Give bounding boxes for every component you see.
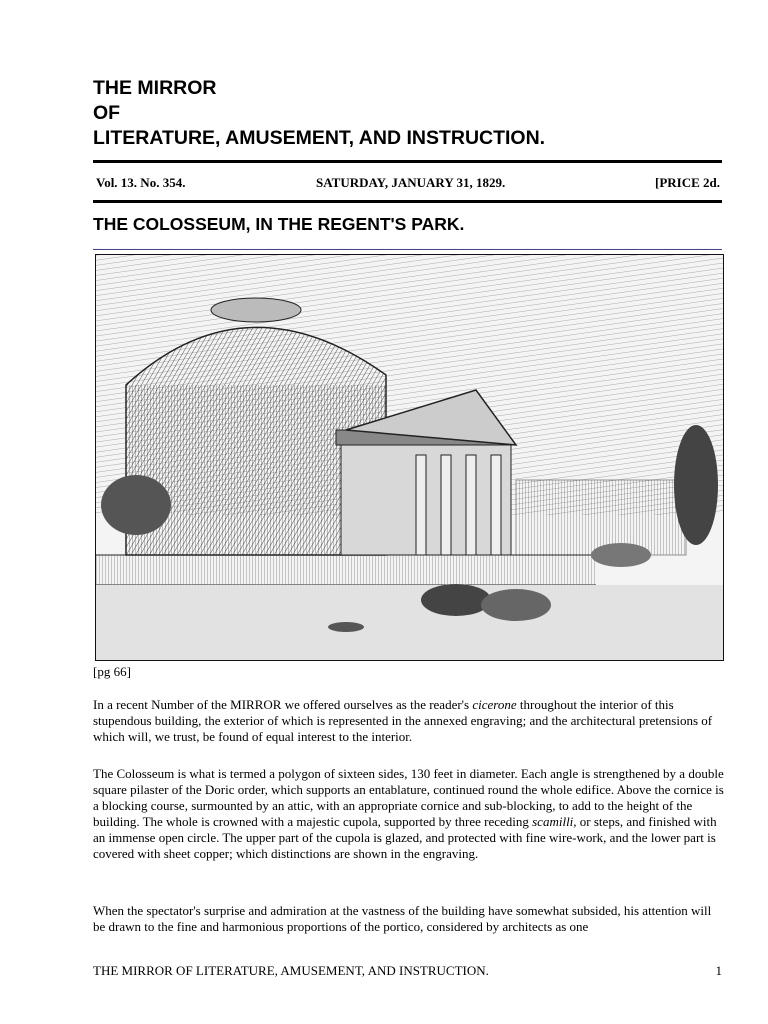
- title-line-2: OF: [93, 102, 121, 124]
- issue-volume: Vol. 13. No. 354.: [96, 175, 186, 190]
- article-paragraph-1: [93, 697, 725, 745]
- publication-title: [93, 76, 722, 151]
- issue-info-bar: [93, 175, 722, 193]
- p2-italic: scamilli: [532, 814, 574, 830]
- title-line-1: THE MIRROR: [93, 77, 217, 99]
- p2-text-a: The Colosseum is what is termed a polygon of sixteen sides, 130 feet in diameter. Each angle is strengthened by a double square pilaster of the Doric order, which supports an entablature, continued round the whole edifice. Above the cornice is a blocking course, surmounted by an attic, with an appropriate cornice and sub-blocking, to add to the height of the building. The whole is crowned with a majestic cupola, supported by three receding: [93, 766, 724, 830]
- issue-divider: [93, 200, 722, 203]
- p1-italic: cicerone: [472, 697, 517, 712]
- footer-page-number: 1: [715, 963, 722, 978]
- page-reference: [pg 66]: [93, 664, 131, 679]
- issue-price: [PRICE 2d.: [654, 175, 720, 190]
- issue-date: SATURDAY, JANUARY 31, 1829.: [316, 175, 506, 190]
- title-line-3: LITERATURE, AMUSEMENT, AND INSTRUCTION.: [93, 127, 546, 149]
- top-divider: [93, 160, 722, 163]
- p1-text-a: In a recent Number of the MIRROR we offered ourselves as the reader's: [93, 697, 473, 712]
- footer-title: THE MIRROR OF LITERATURE, AMUSEMENT, AND INSTRUCTION.: [93, 963, 489, 978]
- p2-text-b: , or steps, and finished with an immense open circle. The upper part of the cupola is glazed, and protected with fine wire-work, and the lower part is covered with sheet copper; which distinctions are shown in the engraving.: [93, 814, 717, 862]
- colosseum-engraving: [95, 254, 724, 661]
- article-heading: THE COLOSSEUM, IN THE REGENT'S PARK.: [93, 214, 465, 234]
- article-paragraph-3: When the spectator's surprise and admiration at the vastness of the building have somewhat subsided, his attention will be drawn to the fine and harmonious proportions of the portico, considered by architects as one: [93, 903, 712, 935]
- article-paragraph-2: [93, 766, 725, 863]
- heading-underline: [93, 249, 722, 250]
- p1-text-b: throughout the interior of this stupendous building, the exterior of which is represented in the annexed engraving; and the architectural pretensions of which will, we trust, be found of equal interest to the interior.: [93, 697, 713, 745]
